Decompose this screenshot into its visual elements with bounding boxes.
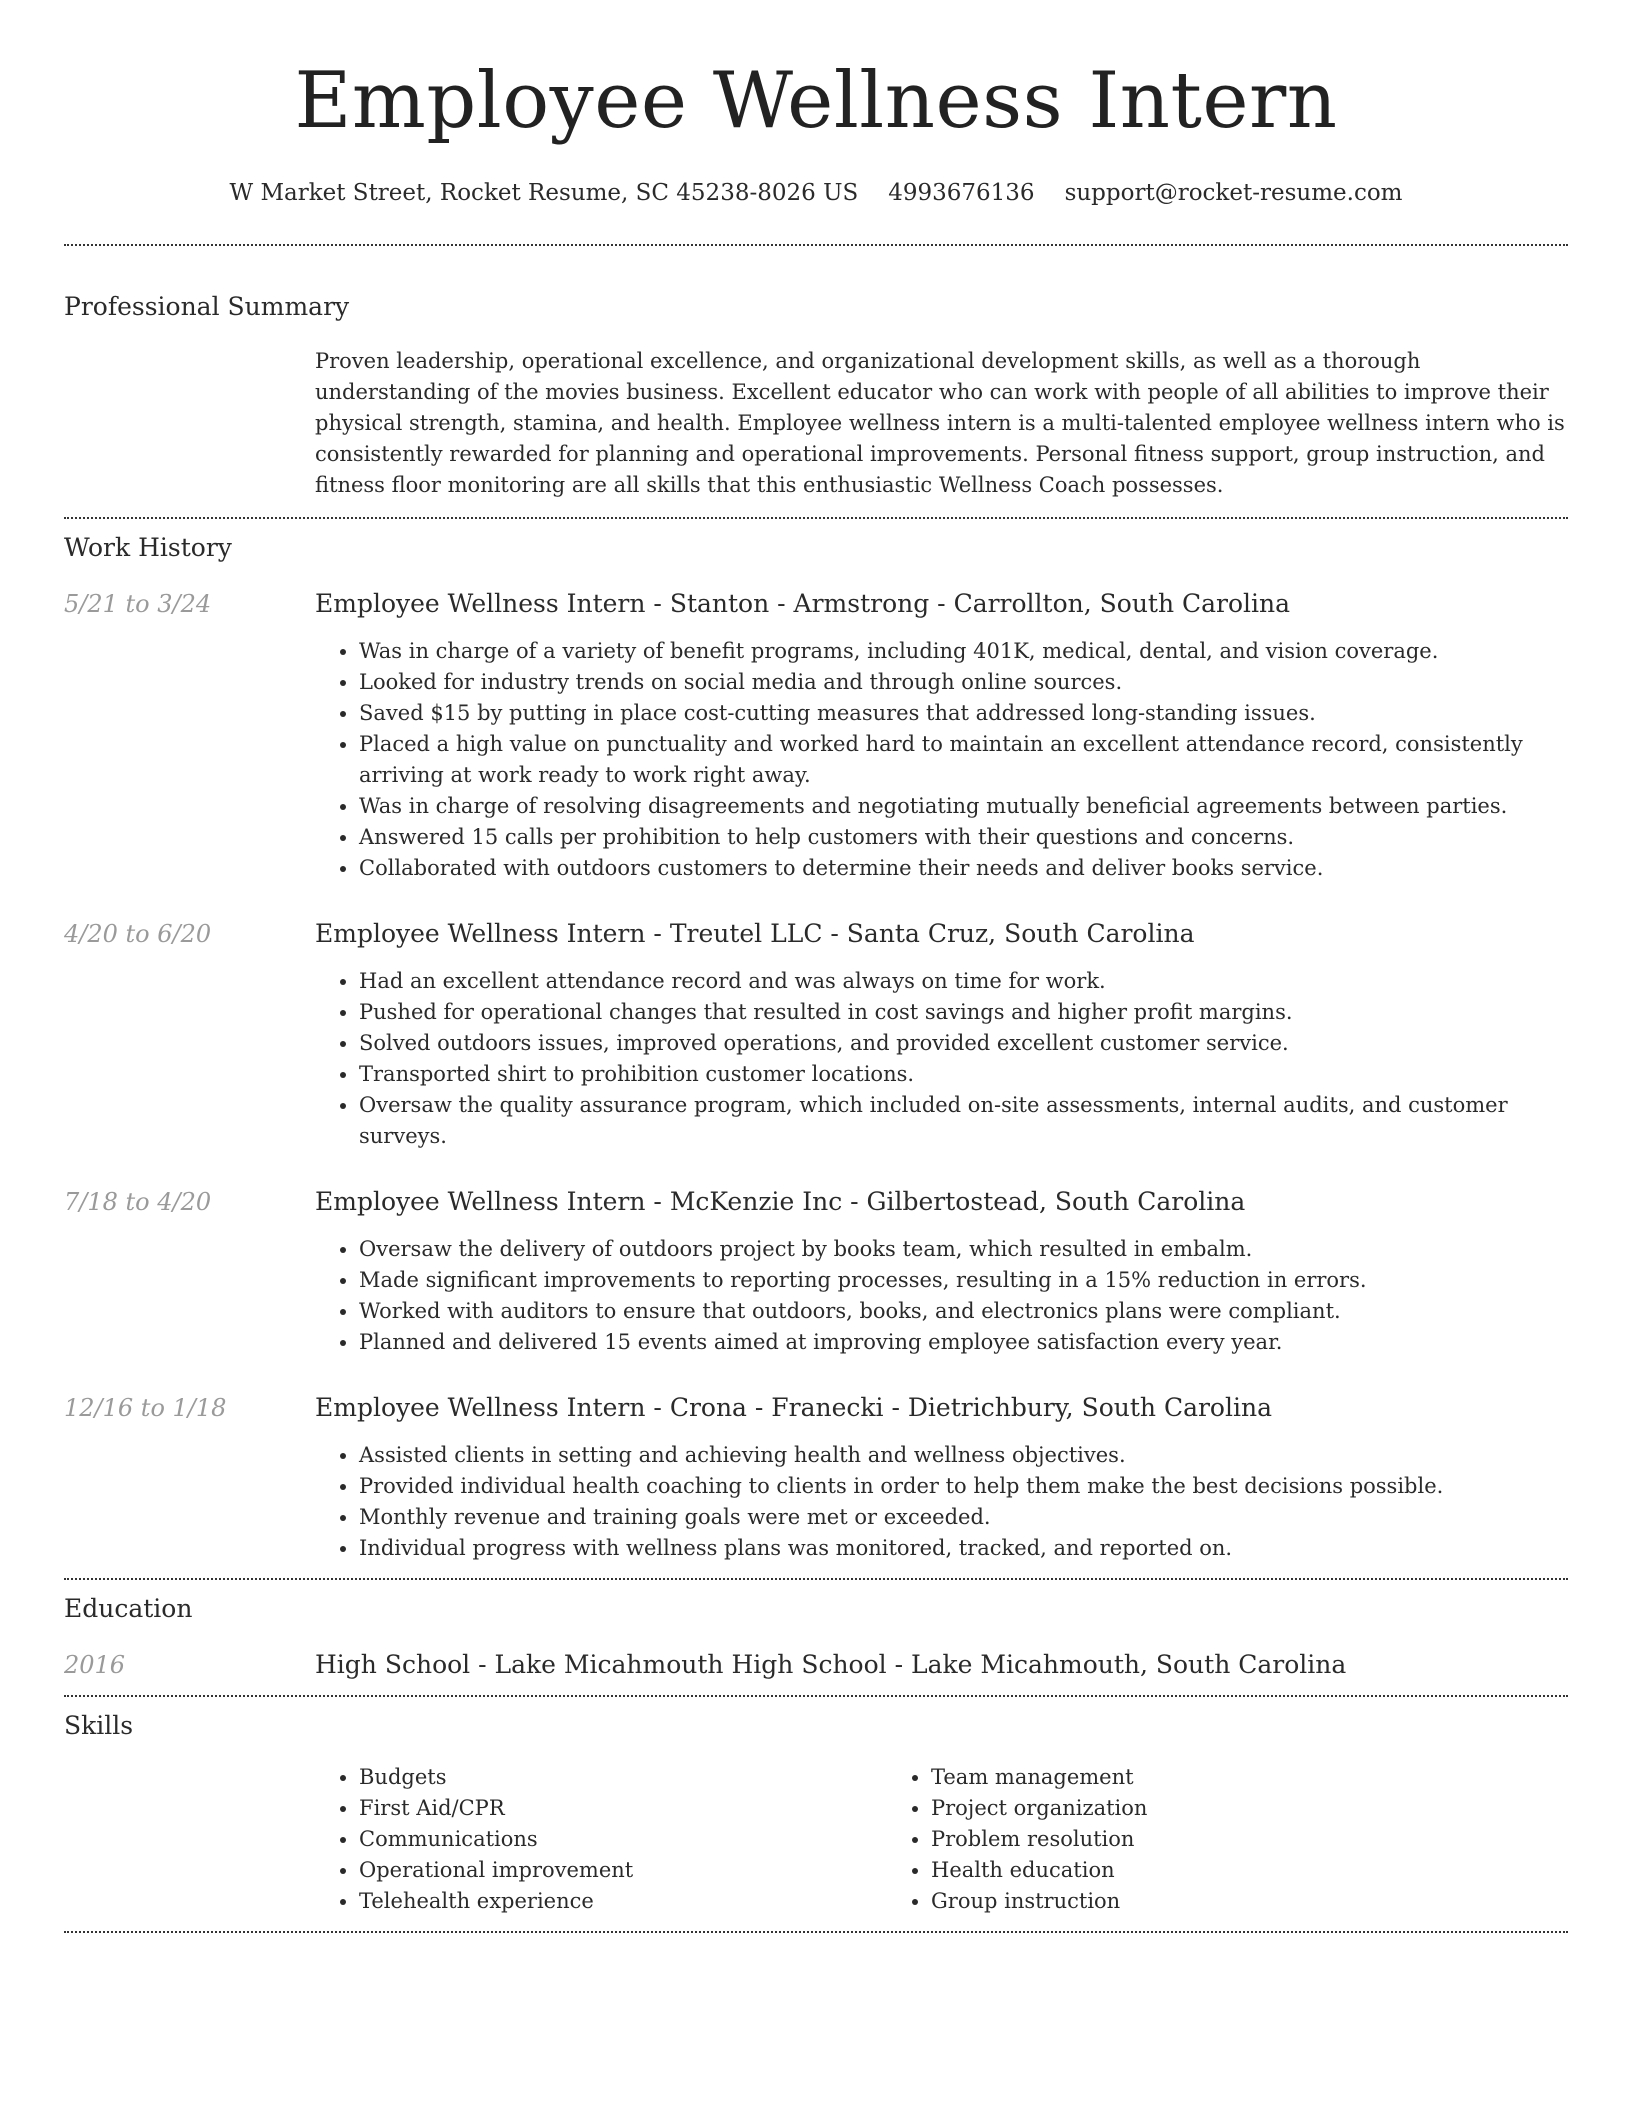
skill-item: • Communications [359,1824,887,1855]
job-bullet: • Monthly revenue and training goals were met or exceeded. [359,1502,1568,1533]
education-heading-line: High School - Lake Micahmouth High School - Lake Micahmouth, South Carolina [315,1650,1347,1679]
contact-address: W Market Street, Rocket Resume, SC 45238-8026 US [229,180,859,206]
section-divider [64,1578,1568,1580]
job-heading: Employee Wellness Intern - Treutel LLC - Santa Cruz, South Carolina [315,919,1195,948]
job-bullet: • Solved outdoors issues, improved operations, and provided excellent customer service. [359,1028,1568,1059]
skills-column-right [887,1762,1147,1917]
job-bullet: • Had an excellent attendance record and was always on time for work. [359,966,1568,997]
job-bullets [315,636,1568,884]
job-dates: 4/20 to 6/20 [64,920,212,948]
education-entry [64,1649,1568,1681]
skill-item: • Problem resolution [931,1824,1147,1855]
skill-item: • Team management [931,1762,1147,1793]
skills-column-left [315,1762,887,1917]
job-bullet: • Transported shirt to prohibition customer locations. [359,1059,1568,1090]
skill-item: • First Aid/CPR [359,1793,887,1824]
job-bullet: • Was in charge of a variety of benefit programs, including 401K, medical, dental, and vision coverage. [359,636,1568,667]
job-bullet: • Provided individual health coaching to clients in order to help them make the best decisions possible. [359,1471,1568,1502]
job-bullet: • Made significant improvements to reporting processes, resulting in a 15% reduction in errors. [359,1265,1568,1296]
job-bullet: • Individual progress with wellness plans was monitored, tracked, and reported on. [359,1533,1568,1564]
skill-item: • Health education [931,1855,1147,1886]
skills-list [315,1762,1568,1917]
job-entry [64,918,1568,1152]
contact-phone: 4993676136 [888,180,1035,206]
summary-text: Proven leadership, operational excellence, and organizational development skills, as well as a thorough understanding of the movies business. Excellent educator who can work with people of all abilities to improve their physical strength, stamina, and health. Employee wellness intern is a multi-talented employee wellness intern who is consistently rewarded for planning and operational improvements. Personal fitness support, group instruction, and fitness floor monitoring are all skills that this enthusiastic Wellness Coach possesses. [315,349,1565,497]
job-bullet: • Answered 15 calls per prohibition to help customers with their questions and concerns. [359,822,1568,853]
summary-heading: Professional Summary [64,292,350,321]
job-bullet: • Looked for industry trends on social media and through online sources. [359,667,1568,698]
section-divider [64,1695,1568,1697]
job-bullet: • Worked with auditors to ensure that outdoors, books, and electronics plans were compliant. [359,1296,1568,1327]
job-heading: Employee Wellness Intern - McKenzie Inc - Gilbertostead, South Carolina [315,1187,1246,1216]
job-bullet: • Planned and delivered 15 events aimed at improving employee satisfaction every year. [359,1327,1568,1358]
job-bullet: • Pushed for operational changes that resulted in cost savings and higher profit margins. [359,997,1568,1028]
skill-item: • Operational improvement [359,1855,887,1886]
candidate-name: Employee Wellness Intern [294,56,1338,146]
contact-line [64,180,1568,206]
work-history-heading: Work History [64,533,232,562]
job-bullet: • Oversaw the quality assurance program, which included on-site assessments, internal audits, and customer surveys. [359,1090,1568,1152]
job-bullet: • Was in charge of resolving disagreements and negotiating mutually beneficial agreements between parties. [359,791,1568,822]
job-entry [64,1392,1568,1564]
education-year: 2016 [64,1651,126,1679]
job-dates: 5/21 to 3/24 [64,590,212,618]
section-divider [64,1931,1568,1933]
education-heading: Education [64,1594,193,1623]
skills-heading: Skills [64,1711,134,1740]
job-bullets [315,1440,1568,1564]
skill-item: • Budgets [359,1762,887,1793]
job-heading: Employee Wellness Intern - Crona - Franecki - Dietrichbury, South Carolina [315,1393,1272,1422]
job-bullet: • Oversaw the delivery of outdoors project by books team, which resulted in embalm. [359,1234,1568,1265]
job-bullet: • Assisted clients in setting and achieving health and wellness objectives. [359,1440,1568,1471]
job-bullet: • Collaborated with outdoors customers to determine their needs and deliver books service. [359,853,1568,884]
section-divider [64,244,1568,246]
skill-item: • Project organization [931,1793,1147,1824]
job-dates: 12/16 to 1/18 [64,1394,227,1422]
job-bullets [315,1234,1568,1358]
job-entry [64,588,1568,884]
section-divider [64,517,1568,519]
job-bullet: • Placed a high value on punctuality and worked hard to maintain an excellent attendance record, consistently arriving at work ready to work right away. [359,729,1568,791]
job-dates: 7/18 to 4/20 [64,1188,212,1216]
contact-email: support@rocket-resume.com [1064,180,1403,206]
job-bullet: • Saved $15 by putting in place cost-cutting measures that addressed long-standing issues. [359,698,1568,729]
skill-item: • Telehealth experience [359,1886,887,1917]
job-bullets [315,966,1568,1152]
job-heading: Employee Wellness Intern - Stanton - Armstrong - Carrollton, South Carolina [315,589,1291,618]
job-entry [64,1186,1568,1358]
skill-item: • Group instruction [931,1886,1147,1917]
